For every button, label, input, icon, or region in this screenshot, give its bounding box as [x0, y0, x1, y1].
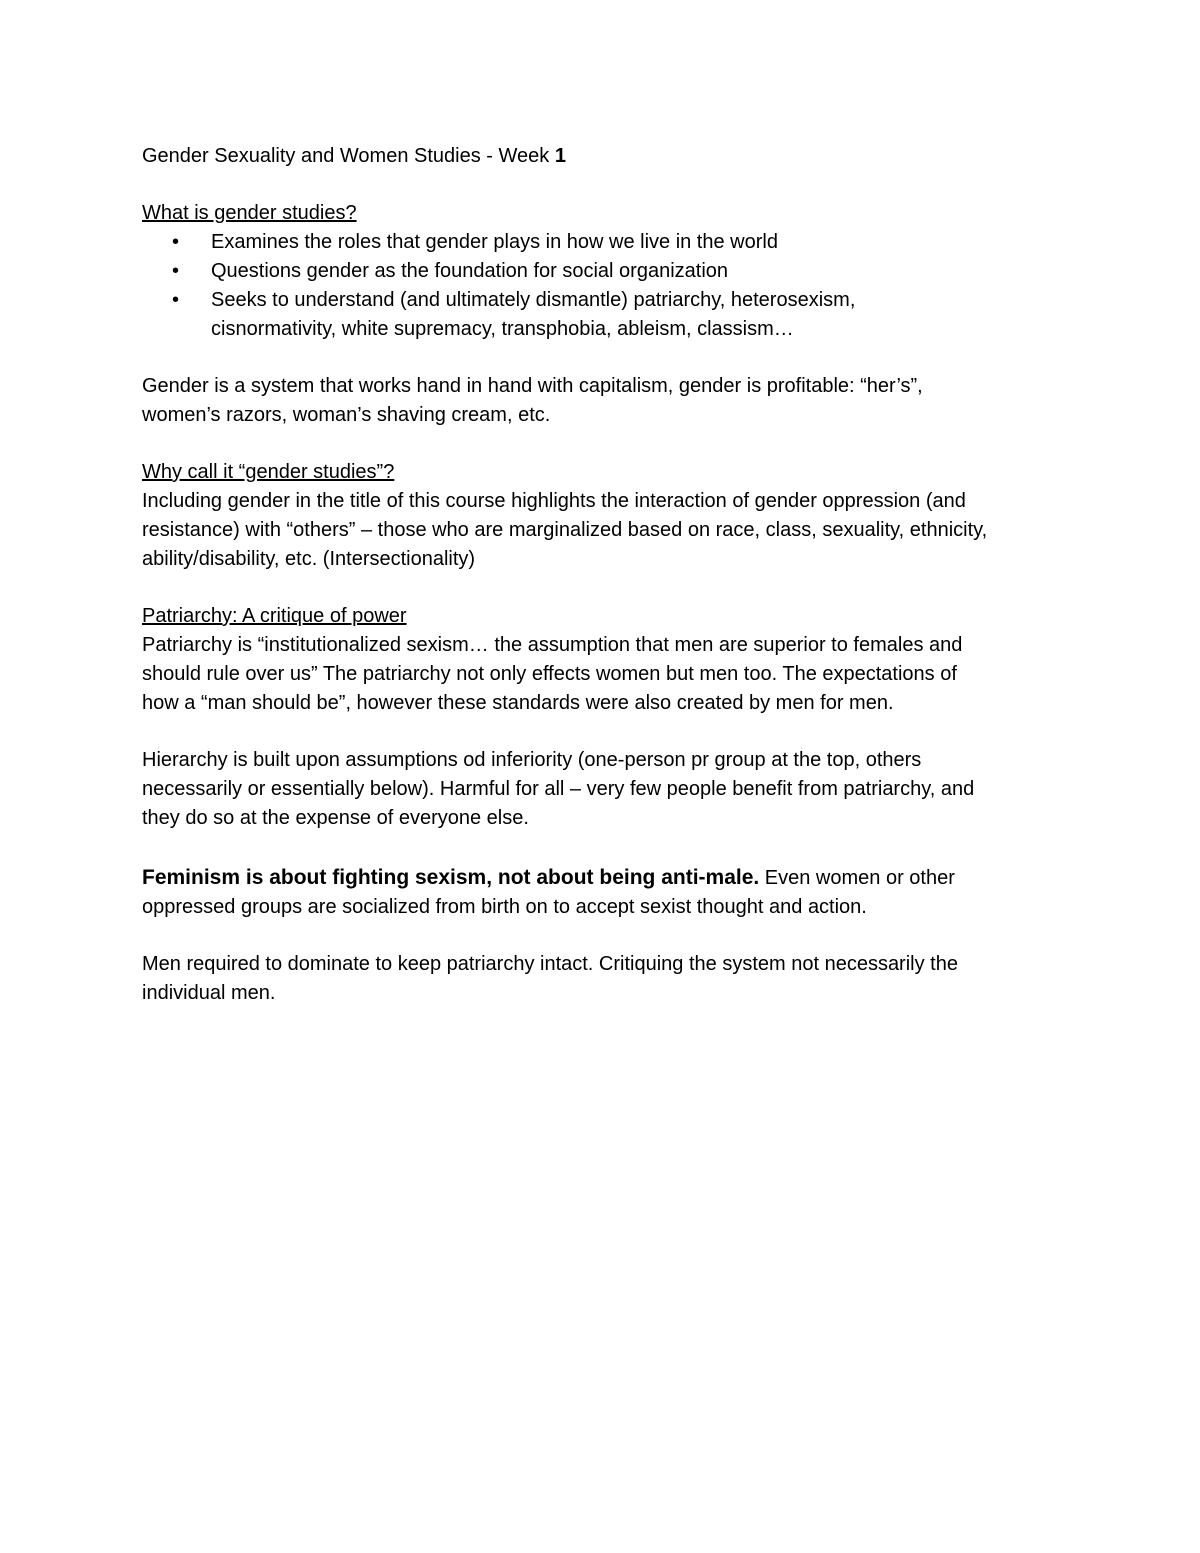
paragraph-line: should rule over us” The patriarchy not only effects women but men too. The expectations of	[142, 663, 957, 685]
feminism-text: Even women or other	[759, 867, 955, 889]
section-heading-gender-studies: What is gender studies?	[142, 202, 357, 224]
paragraph-line: individual men.	[142, 982, 276, 1004]
paragraph-line: resistance) with “others” – those who are marginalized based on race, class, sexuality, ethnicity,	[142, 519, 988, 541]
section-heading-patriarchy: Patriarchy: A critique of power	[142, 605, 407, 627]
paragraph-line: Gender is a system that works hand in hand with capitalism, gender is profitable: “her’s”,	[142, 375, 923, 397]
section-heading-why-gender-studies: Why call it “gender studies”?	[142, 461, 395, 483]
spacer	[142, 171, 1072, 199]
document-body	[142, 142, 1072, 1008]
paragraph-line: women’s razors, woman’s shaving cream, etc.	[142, 404, 551, 426]
paragraph-line: Hierarchy is built upon assumptions od inferiority (one-person pr group at the top, others	[142, 749, 922, 771]
spacer	[142, 718, 1072, 746]
list-item	[142, 286, 1072, 315]
spacer	[142, 922, 1072, 950]
list-item-text: Questions gender as the foundation for social organization	[211, 260, 729, 282]
spacer	[142, 430, 1072, 458]
list-item-continuation	[142, 315, 1072, 344]
paragraph-line: ability/disability, etc. (Intersectionality)	[142, 548, 476, 570]
bullet-list	[142, 228, 1072, 344]
title-text: Gender Sexuality and Women Studies - Week	[142, 145, 555, 167]
bullet-glyph: •	[172, 260, 180, 282]
bullet-glyph: •	[172, 231, 180, 253]
paragraph-line: Patriarchy is “institutionalized sexism… the assumption that men are superior to females and	[142, 634, 963, 656]
paragraph-line: oppressed groups are socialized from birth on to accept sexist thought and action.	[142, 896, 867, 918]
spacer	[142, 833, 1072, 863]
title-week-number: 1	[554, 145, 566, 167]
list-item-text: Examines the roles that gender plays in how we live in the world	[211, 231, 778, 253]
spacer	[142, 344, 1072, 372]
list-item-text: cisnormativity, white supremacy, transphobia, ableism, classism…	[211, 318, 794, 340]
feminism-statement-bold: Feminism is about fighting sexism, not about being anti-male.	[142, 866, 760, 889]
list-item	[142, 228, 1072, 257]
document-title	[142, 142, 1072, 171]
list-item-text: Seeks to understand (and ultimately dismantle) patriarchy, heterosexism,	[211, 289, 856, 311]
paragraph-line: Including gender in the title of this course highlights the interaction of gender oppression (and	[142, 490, 966, 512]
paragraph-line: they do so at the expense of everyone else.	[142, 807, 529, 829]
paragraph-line: how a “man should be”, however these standards were also created by men for men.	[142, 692, 894, 714]
paragraph-feminism-line	[142, 863, 1072, 893]
bullet-glyph: •	[172, 289, 180, 311]
paragraph-line: necessarily or essentially below). Harmful for all – very few people benefit from patriarchy, and	[142, 778, 975, 800]
paragraph-line: Men required to dominate to keep patriarchy intact. Critiquing the system not necessarily the	[142, 953, 958, 975]
spacer	[142, 574, 1072, 602]
list-item	[142, 257, 1072, 286]
